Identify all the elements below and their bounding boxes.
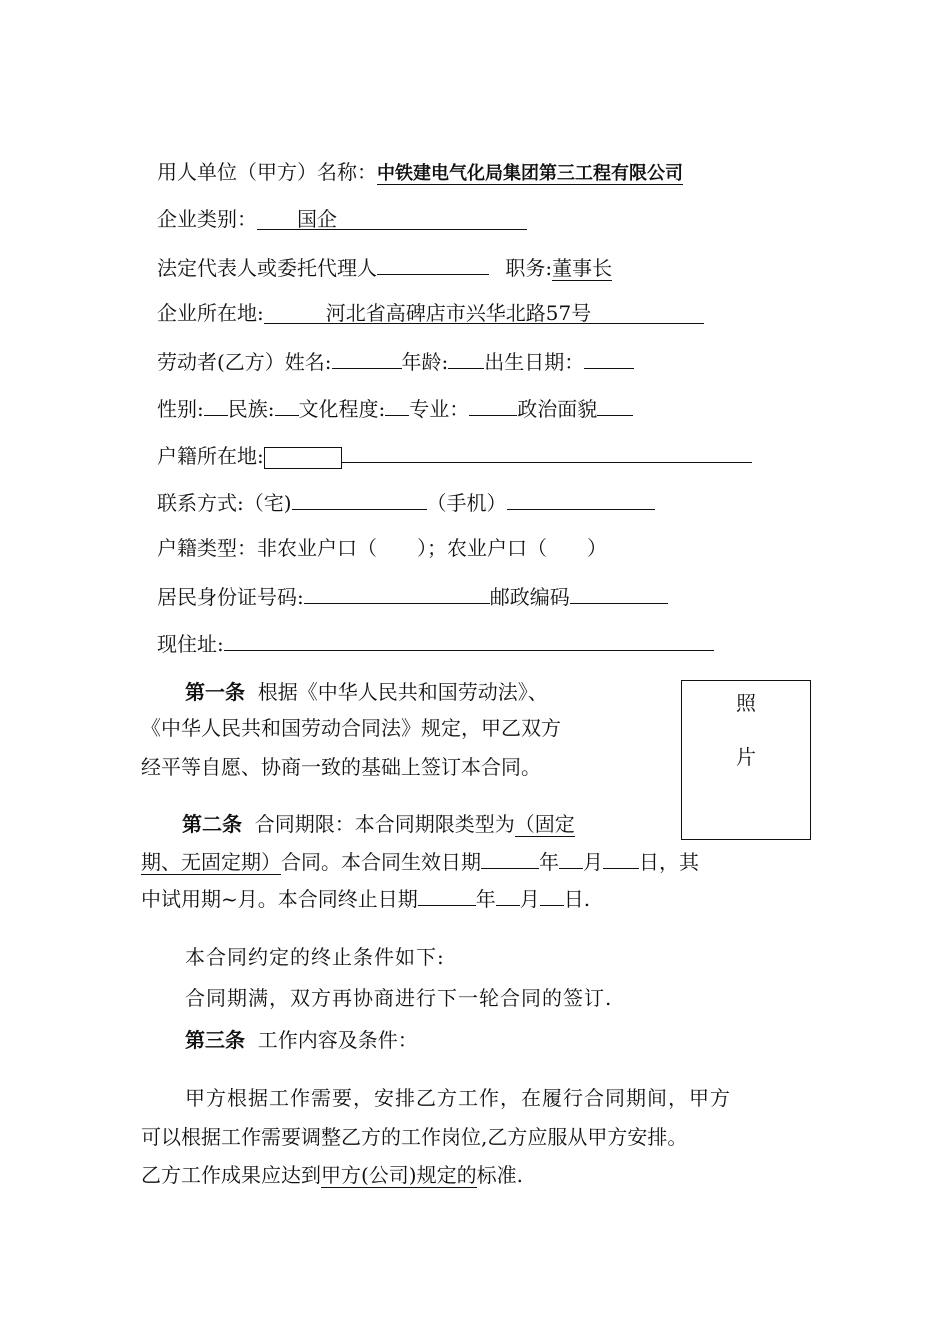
address-field[interactable]: [224, 628, 714, 651]
location-field[interactable]: [264, 301, 704, 324]
age-label: 年龄:: [401, 350, 449, 374]
home-phone-field[interactable]: [292, 487, 427, 510]
category-field[interactable]: [257, 207, 527, 230]
worker-name-field[interactable]: [332, 346, 402, 369]
article3-text2: 可以根据工作需要调整乙方的工作岗位,乙方应服从甲方安排。: [141, 1125, 688, 1149]
category-row: [157, 205, 527, 233]
effective-day-field[interactable]: [603, 846, 639, 869]
photo-char-2: 片: [736, 745, 756, 769]
effective-month-field[interactable]: [559, 846, 583, 869]
effective-day-label: 日，其: [639, 850, 699, 874]
post-value: 董事长: [552, 256, 613, 280]
end-month-field[interactable]: [496, 883, 520, 906]
address-label: 现住址:: [157, 632, 224, 656]
end-month-label: 月: [519, 887, 540, 911]
article2-text1b: （固定: [514, 812, 575, 836]
education-label: 文化程度:: [298, 397, 386, 421]
gender-row: [157, 393, 633, 423]
location-value: 河北省高碑店市兴华北路57号: [325, 301, 592, 325]
termination-text1: 本合同约定的终止条件如下:: [185, 945, 445, 969]
article3-line3: [141, 1155, 523, 1195]
article1-line2: [141, 708, 561, 748]
birth-field[interactable]: [584, 346, 634, 369]
termination-text2: 合同期满，双方再协商进行下一轮合同的签订.: [185, 986, 613, 1010]
article3-heading: [185, 1020, 418, 1060]
postal-label: 邮政编码: [489, 585, 570, 609]
employer-row: [157, 158, 683, 188]
end-day-label: 日.: [563, 887, 591, 911]
address-row: [157, 628, 714, 658]
article3-text3c: 标准.: [476, 1163, 523, 1187]
id-row: [157, 581, 668, 611]
id-label: 居民身份证号码:: [157, 585, 304, 609]
article3-line2: [141, 1117, 687, 1157]
household-field[interactable]: [342, 440, 752, 463]
article1-text1: 根据《中华人民共和国劳动法》、: [257, 680, 548, 704]
termination-line2: [185, 978, 612, 1018]
employer-label: 用人单位（甲方）名称：: [157, 160, 377, 184]
termination-line1: [185, 937, 445, 977]
household-box[interactable]: [264, 447, 342, 469]
gender-label: 性别:: [157, 397, 204, 421]
article1-title: 第一条: [185, 680, 245, 704]
household-label: 户籍所在地:: [157, 444, 264, 468]
end-year-label: 年: [475, 887, 496, 911]
effective-month-label: 月: [583, 850, 603, 874]
representative-row: [157, 252, 612, 282]
location-row: [157, 299, 704, 327]
photo-char-1: 照: [736, 691, 756, 715]
representative-field[interactable]: [377, 252, 489, 275]
effective-year-field[interactable]: [481, 846, 539, 869]
article3-text1: 甲方根据工作需要，安排乙方工作，在履行合同期间，甲方: [185, 1086, 731, 1110]
article3-heading-text: 工作内容及条件：: [257, 1028, 418, 1052]
article3-title: 第三条: [185, 1028, 245, 1052]
article2-text3b: ~月。本合同终止日期: [221, 887, 418, 911]
representative-label: 法定代表人或委托代理人: [157, 256, 377, 280]
article3-text3a: 乙方工作成果应达到: [141, 1163, 321, 1187]
effective-year-label: 年: [539, 850, 559, 874]
major-label: 专业：: [409, 397, 470, 421]
household-type-row: [157, 534, 607, 562]
contact-label: 联系方式:（宅): [157, 491, 292, 515]
major-field[interactable]: [469, 393, 517, 416]
location-label: 企业所在地:: [157, 301, 264, 325]
article2-title: 第二条: [182, 812, 242, 836]
article3-line1: [185, 1078, 731, 1118]
id-field[interactable]: [304, 581, 490, 604]
article2-line1: [182, 804, 575, 844]
article1-line3: [141, 747, 541, 787]
mobile-field[interactable]: [507, 487, 655, 510]
ethnic-field[interactable]: [275, 393, 299, 416]
article1-line1: [185, 672, 548, 712]
ethnic-label: 民族:: [227, 397, 275, 421]
mobile-label: （手机）: [426, 491, 507, 515]
photo-box: [681, 680, 811, 840]
age-field[interactable]: [448, 346, 484, 369]
end-day-field[interactable]: [540, 883, 564, 906]
probation-label: 中试用期: [141, 887, 221, 911]
category-label: 企业类别：: [157, 207, 257, 231]
employer-name: 中铁建电气化局集团第三工程有限公司: [377, 163, 683, 184]
article3-text3b: 甲方(公司)规定的: [321, 1163, 477, 1187]
article1-text3: 经平等自愿、协商一致的基础上签订本合同。: [141, 755, 541, 779]
end-year-field[interactable]: [418, 883, 476, 906]
article1-text2: 《中华人民共和国劳动合同法》规定，甲乙双方: [141, 716, 561, 740]
gender-field[interactable]: [204, 393, 228, 416]
household-row: [157, 440, 752, 470]
post-label: 职务:: [505, 256, 553, 280]
birth-label: 出生日期：: [484, 350, 585, 374]
education-field[interactable]: [385, 393, 409, 416]
worker-name-label: 劳动者(乙方）姓名:: [157, 350, 332, 374]
article2-line2: [141, 842, 699, 882]
category-value: 国企: [297, 207, 337, 231]
worker-name-row: [157, 346, 634, 376]
household-type-label: 户籍类型：非农业户口（ ）；农业户口（ ）: [157, 536, 607, 560]
political-field[interactable]: [597, 393, 633, 416]
article2-line3: [141, 879, 590, 919]
postal-field[interactable]: [570, 581, 668, 604]
contact-row: [157, 487, 655, 517]
article2-text2b: 合同。本合同生效日期: [281, 850, 481, 874]
political-label: 政治面貌: [517, 397, 598, 421]
article2-text1a: 合同期限：本合同期限类型为: [254, 812, 515, 836]
article2-text2a: 期、无固定期）: [141, 850, 281, 874]
